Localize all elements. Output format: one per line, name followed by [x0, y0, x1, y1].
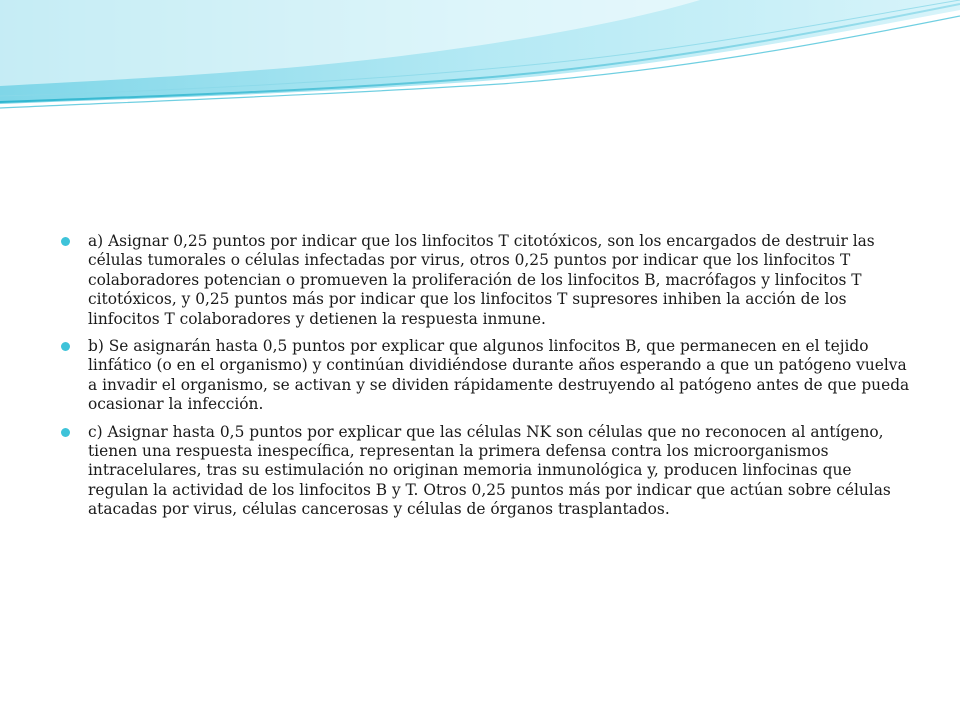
- bullet-text: c) Asignar hasta 0,5 puntos por explicar que las células NK son células que no reconocen al antígeno, tienen una respuesta inespecífica, representan la primera defensa contra los microorganismos intracelulares, tras su estimulación no originan memoria inmunológica y, producen linfocinas que regulan la actividad de los linfocitos B y T. Otros 0,25 puntos más por indicar que actúan sobre células atacadas por virus, células cancerosas y células de órganos trasplantados.: [88, 422, 891, 519]
- bullet-dot-icon: [61, 237, 70, 246]
- bullet-dot-icon: [61, 428, 70, 437]
- bullet-item-a: [60, 232, 910, 329]
- header-wave-decoration: [0, 0, 960, 140]
- bullet-dot-icon: [61, 342, 70, 351]
- bullet-text: a) Asignar 0,25 puntos por indicar que los linfocitos T citotóxicos, son los encargados de destruir las células tumorales o células infectadas por virus, otros 0,25 puntos por indicar que los linfocitos T colaboradores potencian o promueven la proliferación de los linfocitos B, macrófagos y linfocitos T citotóxicos, y 0,25 puntos más por indicar que los linfocitos T supresores inhiben la acción de los linfocitos T colaboradores y detienen la respuesta inmune.: [88, 232, 875, 328]
- bullet-text: b) Se asignarán hasta 0,5 puntos por explicar que algunos linfocitos B, que permanecen en el tejido linfático (o en el organismo) y continúan dividiéndose durante años esperando a que un patógeno vuelva a invadir el organismo, se activan y se dividen rápidamente destruyendo al patógeno antes de que pueda ocasionar la infección.: [88, 337, 910, 414]
- bullet-item-b: [60, 337, 910, 415]
- bullet-list: [60, 232, 910, 528]
- bullet-item-c: [60, 423, 910, 520]
